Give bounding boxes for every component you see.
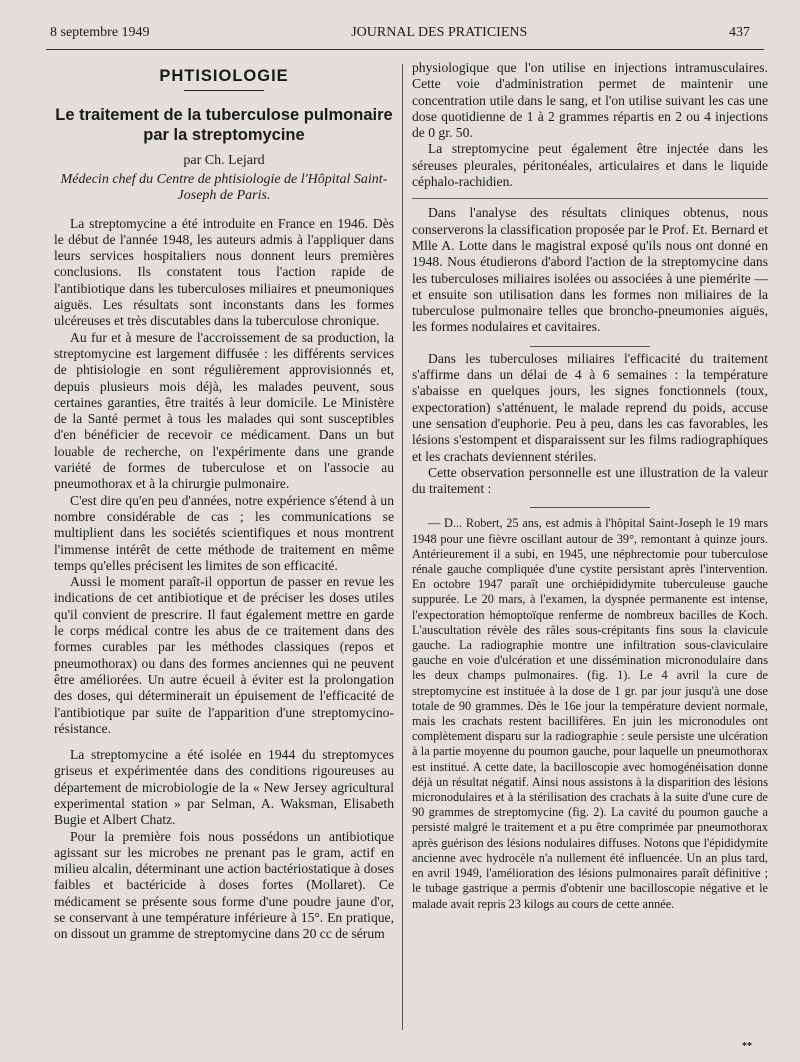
header-rule <box>46 49 764 50</box>
paragraph: Cette observation personnelle est une illustration de la valeur du traitement : <box>412 464 768 497</box>
paragraph-separator <box>412 198 768 199</box>
footer-mark: ** <box>742 1041 752 1052</box>
section-heading: PHTISIOLOGIE <box>159 67 289 85</box>
paragraph-separator <box>530 346 650 347</box>
section-rule <box>184 90 264 91</box>
article-author: par Ch. Lejard <box>183 153 265 169</box>
right-column <box>412 60 768 1042</box>
article-title: Le traitement de la tuberculose pulmonaire par la streptomycine <box>55 106 393 145</box>
paragraph: physiologique que l'on utilise en injections intramusculaires. Cette voie d'administration permet de maintenir une concentration utile dans le sang, et l'on utilise suivant les cas une dose quotidienne de 1 à 2 grammes répartis en 2 ou 4 injections de 0 gr. 50. <box>412 60 768 141</box>
left-column <box>54 60 394 1042</box>
case-separator <box>530 507 650 508</box>
paragraph: C'est dire qu'en peu d'années, notre expérience s'étend à un nombre considérable de cas ; les communications se multiplient dans les sociétés scientifiques et nous montrent l'immense intérêt de cette méthode de traitement en même temps qu'elles précisent les limites de son efficacité. <box>54 492 394 573</box>
paragraph: La streptomycine a été introduite en France en 1946. Dès le début de l'année 1948, les auteurs admis à l'appliquer dans leurs services hospitaliers nous donnent leurs premières conclusions. Ils constatent tous l'action rapide de l'antibiotique dans les tuberculoses miliaires et pneumoniques aiguës. Les résultats sont inconstants dans les formes ulcéreuses et très discutables dans la tuberculose chronique. <box>54 215 394 329</box>
paragraph: Dans les tuberculoses miliaires l'efficacité du traitement s'affirme dans un délai de 4 à 6 semaines : la température s'abaisse en quelques jours, les signes fonctionnels (toux, expectoration) s'atténuent, le malade reprend du poids, accuse une sensation d'euphorie. Peu à peu, dans les cas favorables, les lésions s'estompent et disparaissent sur les films radiographiques et les crachats deviennent stériles. <box>412 350 768 464</box>
running-header <box>50 25 750 47</box>
header-journal: JOURNAL DES PRATICIENS <box>351 25 528 40</box>
paragraph: Au fur et à mesure de l'accroissement de sa production, la streptomycine est largement diffusée : les différents services de phtisiologie en sont régulièrement approvisionnés et, depuis plusieurs mois déjà, les malades peuvent, sous certaines garanties, être traités à leur domicile. Le Ministère de la Santé permet à tous les malades qui sont susceptibles d'en bénéficier de recevoir ce médicament. Dans un but louable de recherche, on l'expérimente dans une grande variété de formes de tuberculose et on l'associe au pneumothorax et à la chirurgie pulmonaire. <box>54 329 394 492</box>
paragraph: Pour la première fois nous possédons un antibiotique agissant sur les microbes ne prenant pas le gram, actif en milieu alcalin, déterminant une action bactériostatique à doses faibles et bactéricide à doses fortes (Mollaret). Ce médicament se présente sous forme d'une poudre jaune d'or, se conservant à une température inférieure à 15°. En pratique, on dissout un gramme de streptomycine dans 20 cc de sérum <box>54 828 394 942</box>
author-affiliation: Médecin chef du Centre de phtisiologie de l'Hôpital Saint-Joseph de Paris. <box>60 171 388 203</box>
paragraph: Dans l'analyse des résultats cliniques obtenus, nous conserverons la classification proposée par le Prof. Et. Bernard et Mlle A. Lotte dans le magistral exposé qu'ils nous ont donné en 1948. Nous étudierons d'abord l'action de la streptomycine dans les tuberculoses miliaires isolées ou associées à une piemérite — et ensuite son utilisation dans les formes non miliaires de la tuberculose pulmonaire telles que broncho-pneumonies aiguës, les formes nodulaires et cavitaires. <box>412 205 768 335</box>
header-date: 8 septembre 1949 <box>50 25 150 40</box>
paragraph: La streptomycine peut également être injectée dans les séreuses pleurales, péritonéales, articulaires et dans le liquide céphalo-rachidien. <box>412 141 768 190</box>
paragraph: La streptomycine a été isolée en 1944 du streptomyces griseus et expérimentée dans des conditions rigoureuses au département de microbiologie de la « New Jersey agricultural experimental station » par Selman, A. Waksman, Elisabeth Bugie et Albert Chatz. <box>54 747 394 828</box>
case-report: — D... Robert, 25 ans, est admis à l'hôpital Saint-Joseph le 19 mars 1948 pour une fièvre oscillant autour de 39°, remontant à quinze jours. Antérieurement il a subi, en 1945, une néphrectomie pour tuberculose rénale gauche compliquée d'une cystite persistant après l'intervention. En octobre 1947 paraît une orchiépididymite tuberculeuse gauche suppurée. Le 20 mars, à l'examen, la dyspnée permanente est intense, l'expectoration hémoptoïque renferme de nombreux bacilles de Koch. L'auscultation révèle des râles sous-crépitants fins sous la clavicule gauche. La radiographie montre une infiltration sous-claviculaire gauche en voie d'ulcération et une dissémination micronodulaire dans les deux champs pulmonaires. (fig. 1). Le 4 avril la cure de streptomycine est instituée à la dose de 1 gr. par jour jusqu'à une dose totale de 90 grammes. Dès le 16e jour la température devient normale, mais les crachats restent bacillifères. En juin les micronodules ont complètement disparu sur la radiographie : seule persiste une ulcération à la partie moyenne du poumon gauche, pour laquelle un pneumothorax est institué. A cette date, la bacilloscopie avec homogénéisation donne déjà un résultat négatif. Ainsi nous assistons à la disparition des lésions micronodulaires et à la stérilisation des crachats à la suite d'une cure de 90 grammes de streptomycine (fig. 2). La cavité du poumon gauche a persisté malgré le traitement et a pu être comprimée par pneumothorax après guérison des lésions nodulaires diffuses. Notons que l'épididymite ancienne avec hydrocèle n'a nullement été influencée. Un an plus tard, en avril 1949, l'amélioration des lésions pulmonaires paraît définitive ; le tubage gastrique a permis d'obtenir une bacilloscopie négative et le malade avait repris 23 kilogs au cours de cette année. <box>412 516 768 911</box>
header-page-number: 437 <box>729 25 750 40</box>
column-separator <box>402 64 403 1030</box>
paragraph: Aussi le moment paraît-il opportun de passer en revue les indications de cet antibiotique et de préciser les doses utiles qu'il convient de prescrire. Il faut également mettre en garde le corps médical contre les abus de ce traitement dans des formes curables par les méthodes classiques (repos et pneumothorax) ou dans des formes anciennes qui ne peuvent être améliorées. Un autre écueil à éviter est la prolongation des doses, qui déterminerait un épuisement de l'efficacité de l'antibiotique par suite de l'apparition d'une streptomycino-résistance. <box>54 574 394 736</box>
